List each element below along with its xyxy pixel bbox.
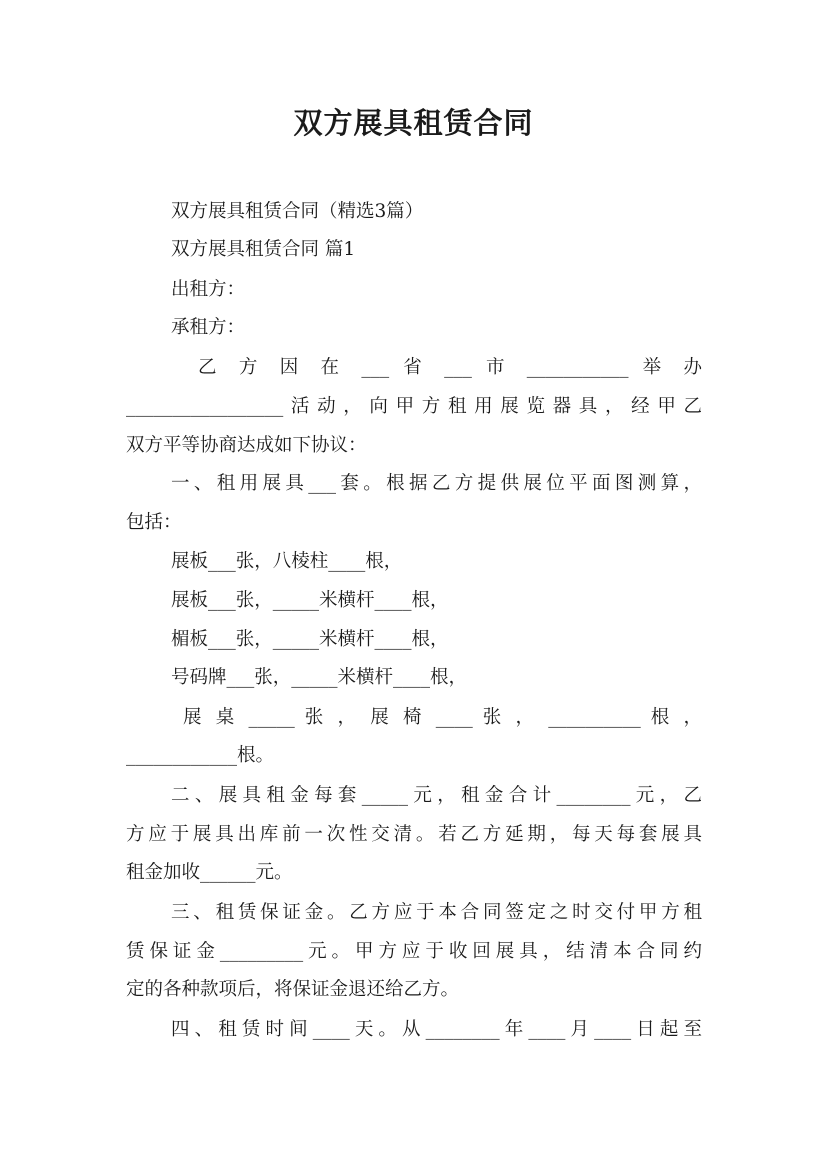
doc-subtitle: 双方展具租赁合同（精选3篇） — [171, 201, 424, 222]
item-line: 展 桌 _____ 张 ， 展 椅 ____ 张 ， __________ 根 ， — [183, 707, 702, 728]
lessee-line: 承租方： — [171, 317, 246, 338]
item-line: 展板___张，_____米横杆____根， — [171, 590, 449, 611]
clause-2-line: 二、展具租金每套_____元，租金合计________元，乙 — [171, 785, 702, 806]
item-line: 号码牌___张，_____米横杆____根， — [171, 667, 468, 688]
item-line: 楣板___张，_____米横杆____根， — [171, 629, 449, 650]
clause-3-line: 赁保证金_________元。甲方应于收回展具，结清本合同约 — [126, 941, 702, 962]
paragraph-line: 乙 方 因 在 ___ 省 ___ 市 ___________ 举 办 — [198, 357, 702, 378]
clause-4-line: 四、租赁时间____天。从________年____月____日起至 — [171, 1019, 702, 1040]
clause-2-line: 租金加收______元。 — [126, 862, 293, 883]
clause-2-line: 方应于展具出库前一次性交清。若乙方延期，每天每套展具 — [126, 824, 702, 845]
item-line: ____________根。 — [126, 745, 275, 766]
clause-1-line: 包括： — [126, 512, 182, 533]
paragraph-line: _________________活动，向甲方租用展览器具，经甲乙 — [126, 396, 702, 417]
clause-3-line: 定的各种款项后，将保证金退还给乙方。 — [126, 979, 460, 1000]
section-heading: 双方展具租赁合同 篇1 — [171, 239, 356, 260]
lessor-line: 出租方： — [171, 279, 246, 300]
item-line: 展板___张，八棱柱____根， — [171, 551, 403, 572]
paragraph-line: 双方平等协商达成如下协议： — [126, 435, 367, 456]
clause-1-line: 一、租用展具___套。根据乙方提供展位平面图测算， — [171, 473, 702, 494]
clause-3-line: 三、租赁保证金。乙方应于本合同签定之时交付甲方租 — [171, 902, 702, 923]
document-title: 双方展具租赁合同 — [293, 106, 534, 140]
